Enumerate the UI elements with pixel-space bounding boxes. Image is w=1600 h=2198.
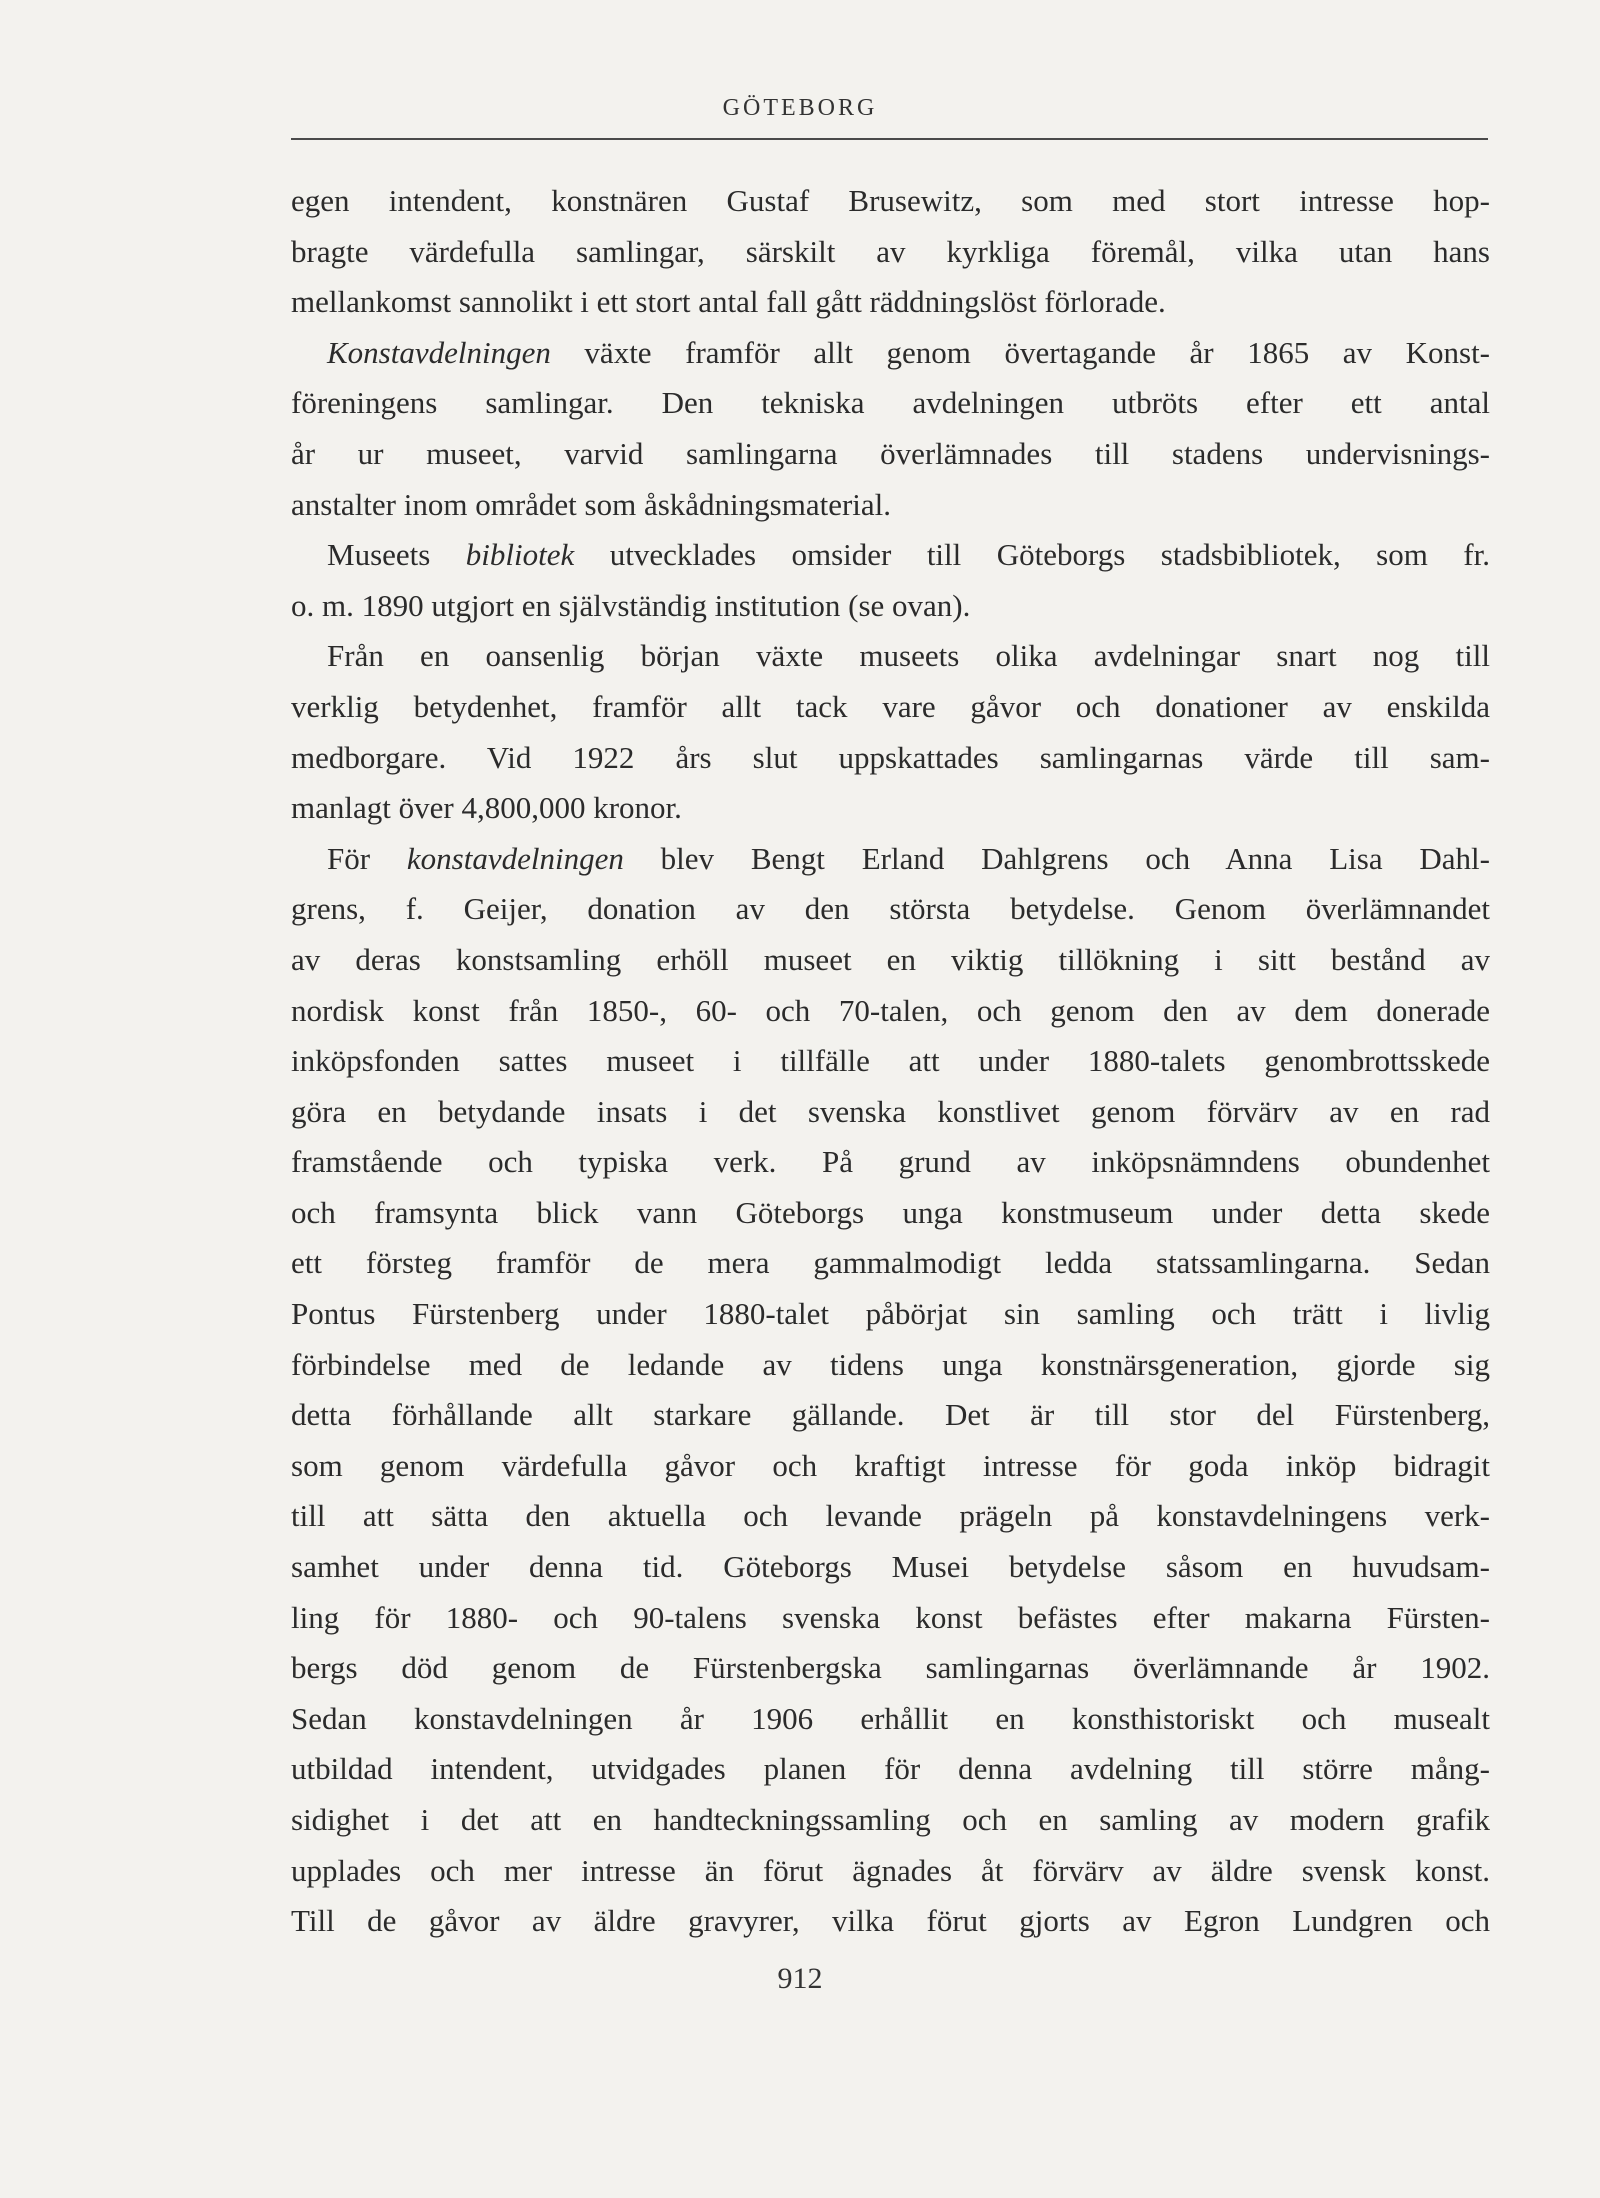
line-text: av deras konstsamling erhöll museet en viktig tillökning i sitt bestånd av xyxy=(291,941,1490,977)
line-text: Från en oansenlig början växte museets olika avdelningar snart nog till xyxy=(327,638,1490,674)
body-text xyxy=(291,176,1490,1947)
line-text: samhet under denna tid. Göteborgs Musei betydelse såsom en huvudsam- xyxy=(291,1549,1490,1585)
line-text: bragte värdefulla samlingar, särskilt av kyrkliga föremål, vilka utan hans xyxy=(291,233,1490,269)
text-line xyxy=(291,1087,1490,1138)
line-text: utvecklades omsider till Göteborgs stadsbibliotek, som fr. xyxy=(574,537,1490,573)
text-line xyxy=(291,1694,1490,1745)
page-number: 912 xyxy=(777,1962,823,1995)
text-line xyxy=(291,1390,1490,1441)
text-line xyxy=(291,480,1490,531)
line-text: detta förhållande allt starkare gällande. Det är till stor del Fürstenberg, xyxy=(291,1397,1490,1433)
text-line xyxy=(291,1846,1490,1897)
line-text: Sedan konstavdelningen år 1906 erhållit en konsthistoriskt och musealt xyxy=(291,1700,1490,1736)
line-text: anstalter inom området som åskådningsmaterial. xyxy=(291,486,892,522)
text-line xyxy=(291,1643,1490,1694)
line-text: mellankomst sannolikt i ett stort antal fall gått räddningslöst förlorade. xyxy=(291,284,1166,320)
line-text: föreningens samlingar. Den tekniska avdelningen utbröts efter ett antal xyxy=(291,385,1490,421)
text-line xyxy=(291,1896,1490,1947)
line-text: växte framför allt genom övertagande år 1865 av Konst- xyxy=(550,334,1490,370)
text-line xyxy=(291,1289,1490,1340)
line-text: manlagt över 4,800,000 kronor. xyxy=(291,790,682,826)
line-text: blev Bengt Erland Dahlgrens och Anna Lisa Dahl- xyxy=(623,840,1490,876)
line-text: Pontus Fürstenberg under 1880-talet påbörjat sin samling och trätt i livlig xyxy=(291,1296,1490,1332)
text-line xyxy=(291,1188,1490,1239)
text-line xyxy=(291,631,1490,682)
italic-term: konstavdelningen xyxy=(406,840,624,876)
running-head: GÖTEBORG xyxy=(722,95,878,121)
text-line xyxy=(291,682,1490,733)
line-text: Museets xyxy=(327,537,466,573)
text-line xyxy=(291,935,1490,986)
line-text: förbindelse med de ledande av tidens unga konstnärsgeneration, gjorde sig xyxy=(291,1346,1490,1382)
text-line xyxy=(291,1238,1490,1289)
text-line xyxy=(291,581,1490,632)
line-text: grens, f. Geijer, donation av den största betydelse. Genom överlämnandet xyxy=(291,891,1490,927)
text-line xyxy=(291,1491,1490,1542)
line-text: bergs död genom de Fürstenbergska samlingarnas överlämnande år 1902. xyxy=(291,1650,1490,1686)
line-text: göra en betydande insats i det svenska konstlivet genom förvärv av en rad xyxy=(291,1093,1490,1129)
text-line xyxy=(291,834,1490,885)
line-text: utbildad intendent, utvidgades planen för denna avdelning till större mång- xyxy=(291,1751,1490,1787)
text-line xyxy=(291,1340,1490,1391)
line-text: o. m. 1890 utgjort en självständig institution (se ovan). xyxy=(291,587,971,623)
text-line xyxy=(291,227,1490,278)
line-text: egen intendent, konstnären Gustaf Brusewitz, som med stort intresse hop- xyxy=(291,183,1490,218)
line-text: Till de gåvor av äldre gravyrer, vilka förut gjorts av Egron Lundgren och xyxy=(291,1903,1490,1939)
text-line xyxy=(291,530,1490,581)
text-line xyxy=(291,733,1490,784)
line-text: nordisk konst från 1850-, 60- och 70-talen, och genom den av dem donerade xyxy=(291,992,1490,1028)
text-line xyxy=(291,1593,1490,1644)
line-text: ett försteg framför de mera gammalmodigt ledda statssamlingarna. Sedan xyxy=(291,1245,1490,1281)
text-line xyxy=(291,1795,1490,1846)
text-line xyxy=(291,1137,1490,1188)
line-text: verklig betydenhet, framför allt tack vare gåvor och donationer av enskilda xyxy=(291,688,1490,724)
text-line xyxy=(291,328,1490,379)
italic-term: Konstavdelningen xyxy=(327,334,551,370)
italic-term: bibliotek xyxy=(465,537,575,573)
line-text: som genom värdefulla gåvor och kraftigt intresse för goda inköp bidragit xyxy=(291,1447,1490,1483)
line-text: inköpsfonden sattes museet i tillfälle att under 1880-talets genombrottsskede xyxy=(291,1043,1490,1079)
line-text: medborgare. Vid 1922 års slut uppskattades samlingarnas värde till sam- xyxy=(291,739,1490,775)
header-rule xyxy=(291,138,1488,140)
text-line xyxy=(291,277,1490,328)
line-text: framstående och typiska verk. På grund av inköpsnämndens obundenhet xyxy=(291,1144,1490,1180)
line-text: upplades och mer intresse än förut ägnades åt förvärv av äldre svensk konst. xyxy=(291,1852,1490,1888)
text-line xyxy=(291,1036,1490,1087)
text-line xyxy=(291,1542,1490,1593)
line-text: ling för 1880- och 90-talens svenska konst befästes efter makarna Fürsten- xyxy=(291,1599,1490,1635)
line-text: år ur museet, varvid samlingarna överlämnades till stadens undervisnings- xyxy=(291,435,1490,471)
text-line xyxy=(291,176,1490,227)
line-text: För xyxy=(327,840,407,876)
text-line xyxy=(291,1744,1490,1795)
text-line xyxy=(291,429,1490,480)
text-line xyxy=(291,884,1490,935)
line-text: sidighet i det att en handteckningssamling och en samling av modern grafik xyxy=(291,1802,1490,1837)
text-line xyxy=(291,986,1490,1037)
text-line xyxy=(291,1441,1490,1492)
text-line xyxy=(291,783,1490,834)
text-line xyxy=(291,378,1490,429)
line-text: till att sätta den aktuella och levande prägeln på konstavdelningens verk- xyxy=(291,1498,1490,1534)
line-text: och framsynta blick vann Göteborgs unga konstmuseum under detta skede xyxy=(291,1194,1490,1230)
